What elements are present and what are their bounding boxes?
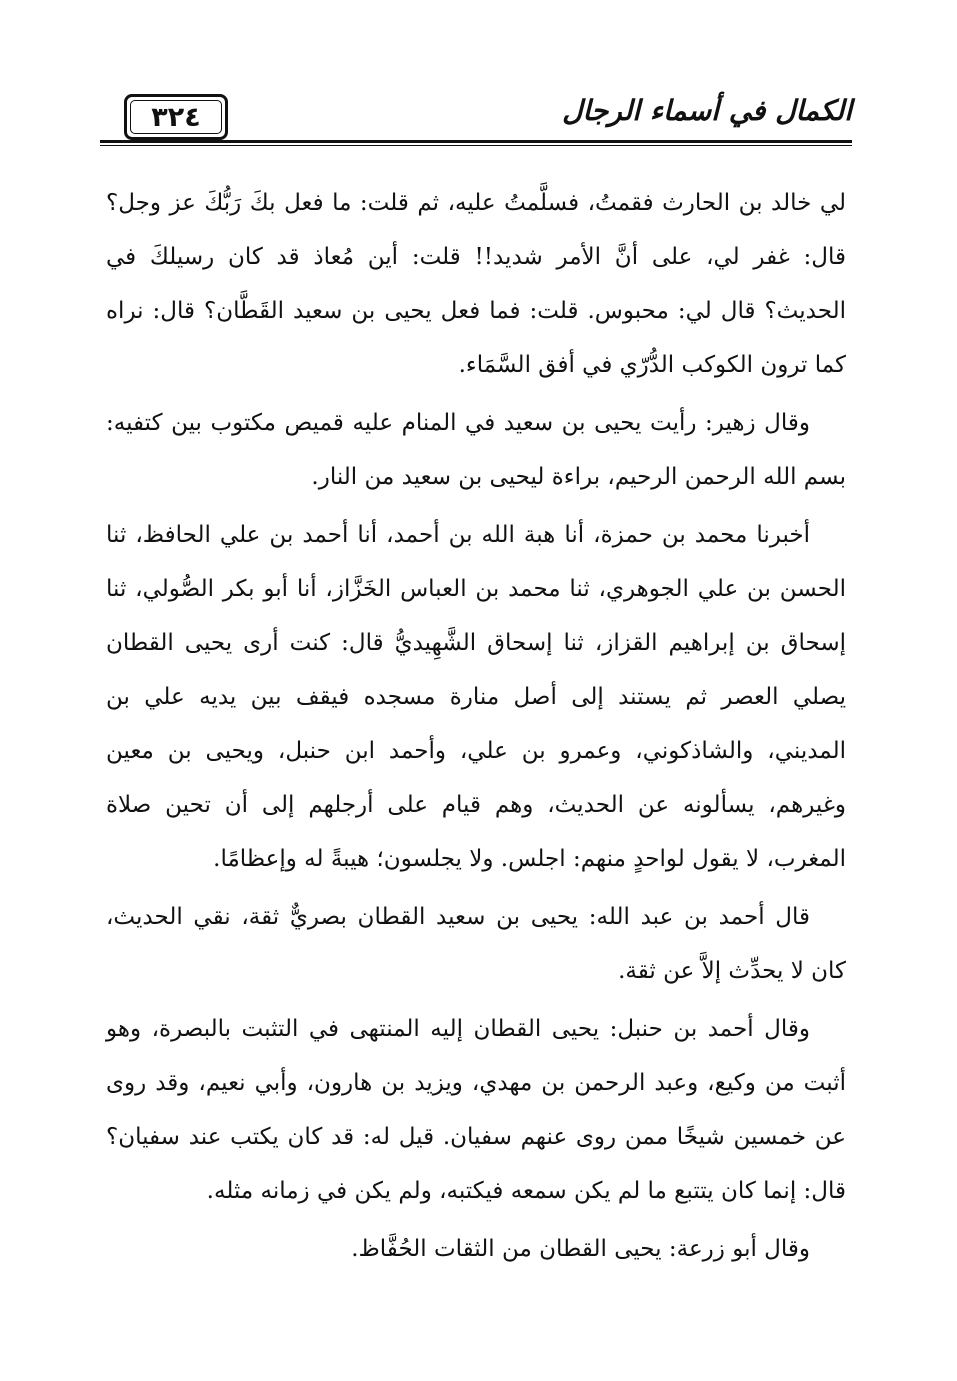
header-rule-thick: [100, 140, 852, 143]
page-number: ٣٢٤: [124, 94, 228, 140]
page-body: [106, 176, 846, 1276]
page-header: [100, 88, 852, 148]
paragraph-2: وقال زهير: رأيت يحيى بن سعيد في المنام عليه قميص مكتوب بين كتفيه: بسم الله الرحمن الرحيم، براءة ليحيى بن سعيد من النار.: [106, 410, 846, 490]
paragraph-6: وقال أبو زرعة: يحيى القطان من الثقات الحُفَّاظ.: [351, 1236, 810, 1262]
paragraph-1: لي خالد بن الحارث فقمتُ، فسلَّمتُ عليه، ثم قلت: ما فعل بكَ رَبُّكَ عز وجل؟ قال: غفر لي، على أنَّ الأمر شديد!! قلت: أين مُعاذ قد كان رسيلكَ في الحديث؟ قال لي: محبوس. قلت: فما فعل يحيى بن سعيد القَطَّان؟ قال: نراه كما ترون الكوكب الدُّرّي في أفق السَّمَاء.: [106, 190, 846, 378]
paragraph-5: وقال أحمد بن حنبل: يحيى القطان إليه المنتهى في التثبت بالبصرة، وهو أثبت من وكيع، وعبد الرحمن بن مهدي، ويزيد بن هارون، وأبي نعيم، وقد روى عن خمسين شيخًا ممن روى عنهم سفيان. قيل له: قد كان يكتب عند سفيان؟ قال: إنما كان يتتبع ما لم يكن سمعه فيكتبه، ولم يكن في زمانه مثله.: [106, 1016, 846, 1204]
paragraph-3: أخبرنا محمد بن حمزة، أنا هبة الله بن أحمد، أنا أحمد بن علي الحافظ، ثنا الحسن بن علي الجوهري، ثنا محمد بن العباس الخَزَّاز، أنا أبو بكر الصُّولي، ثنا إسحاق بن إبراهيم القزاز، ثنا إسحاق الشَّهِيديُّ قال: كنت أرى يحيى القطان يصلي العصر ثم يستند إلى أصل منارة مسجده فيقف بين يديه علي بن المديني، والشاذكوني، وعمرو بن علي، وأحمد ابن حنبل، ويحيى بن معين وغيرهم، يسألونه عن الحديث، وهم قيام على أرجلهم إلى أن تحين صلاة المغرب، لا يقول لواحدٍ منهم: اجلس. ولا يجلسون؛ هيبةً له وإعظامًا.: [106, 522, 846, 872]
header-rule-thin: [100, 145, 852, 146]
book-title: الكمال في أسماء الرجال: [562, 94, 852, 127]
paragraph-4: قال أحمد بن عبد الله: يحيى بن سعيد القطان بصريٌّ ثقة، نقي الحديث، كان لا يحدِّث إلاَّ عن ثقة.: [106, 904, 846, 984]
